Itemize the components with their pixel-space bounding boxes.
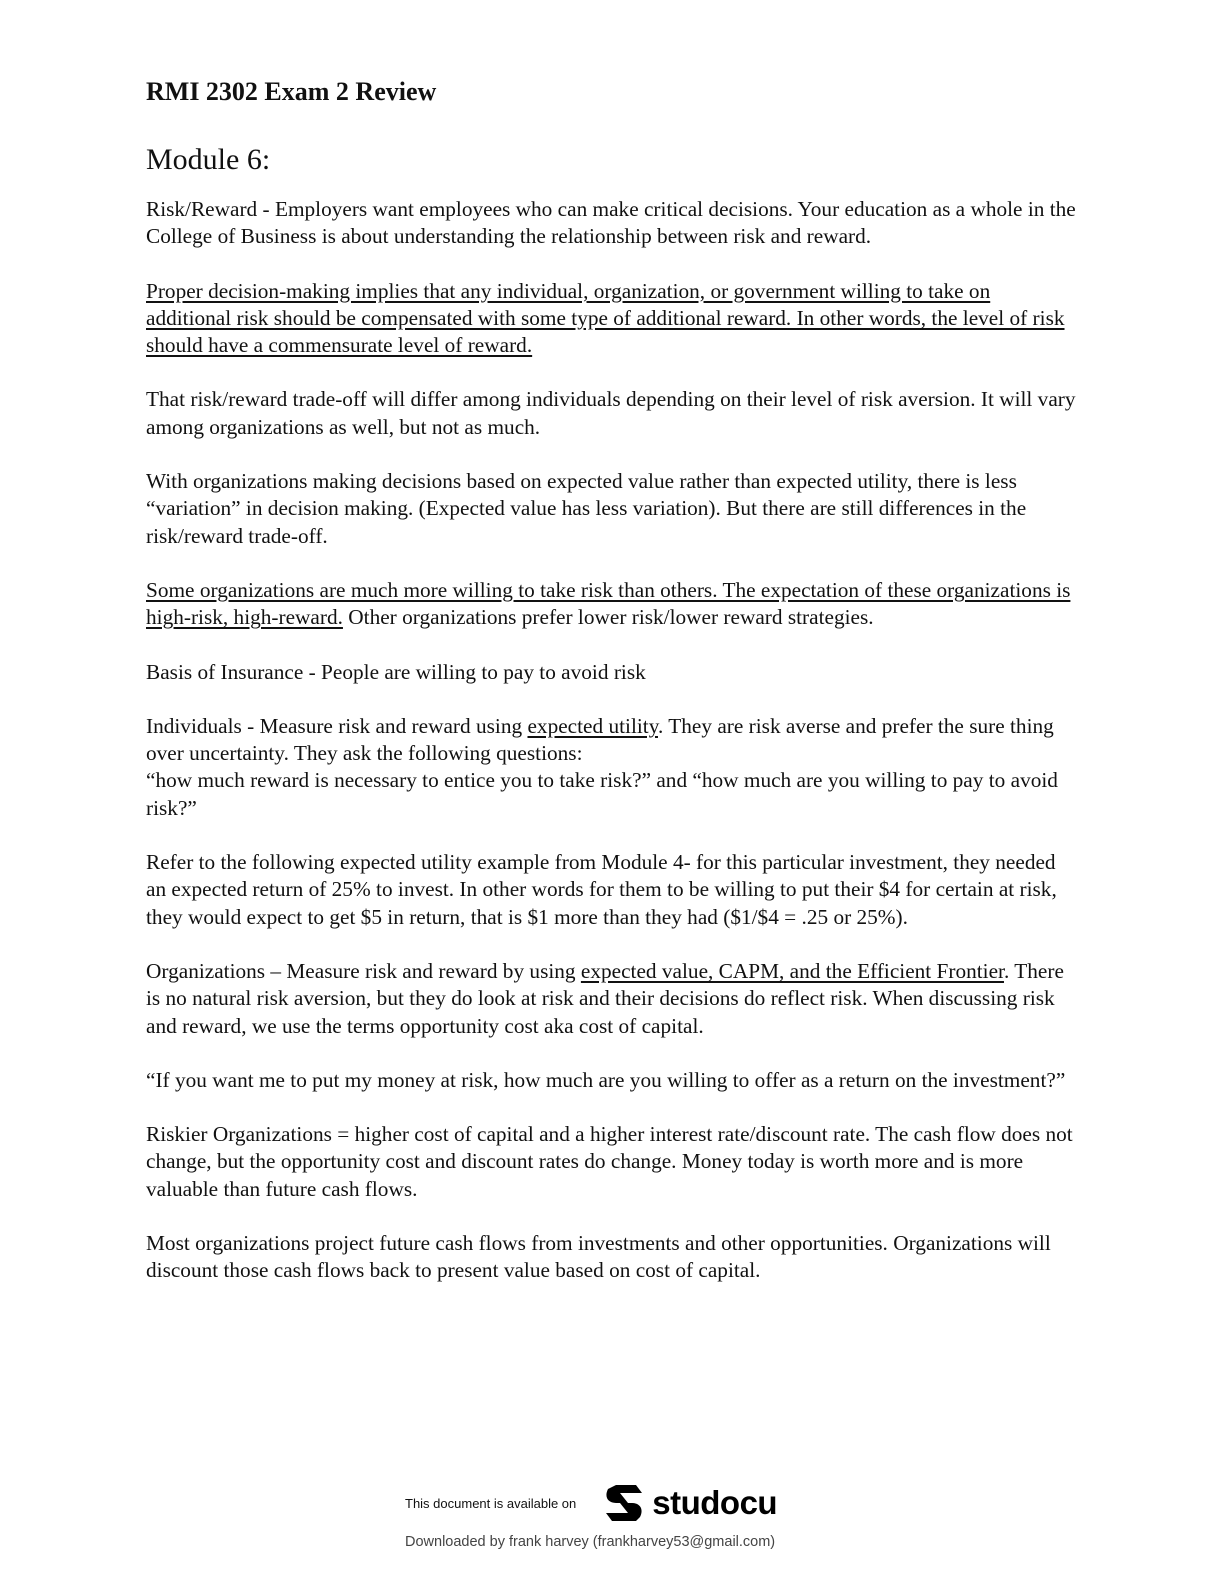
- paragraph: [146, 1121, 1076, 1203]
- paragraph: [146, 577, 1076, 632]
- paragraph: [146, 1230, 1076, 1285]
- document-body: [146, 196, 1076, 1285]
- paragraph-text: Riskier Organizations = higher cost of capital and a higher interest rate/discount rate. The cash flow does not change, but the opportunity cost and discount rates do change. Money today is worth more and is more valuable than future cash flows.: [146, 1122, 1073, 1201]
- underlined-text: expected utility: [527, 713, 658, 738]
- paragraph-text: Other organizations prefer lower risk/lower reward strategies.: [342, 605, 874, 630]
- paragraph-text: “how much reward is necessary to entice you to take risk?” and “how much are you willing to pay to avoid risk?”: [146, 768, 1058, 820]
- studocu-logo-icon: [602, 1483, 646, 1523]
- studocu-logo-text: studocu: [652, 1484, 778, 1521]
- paragraph-text: . They are risk averse and prefer the sure thing over uncertainty. They ask the following questions:: [146, 713, 1054, 766]
- paragraph-text: That risk/reward trade-off will differ among individuals depending on their level of risk aversion. It will vary among organizations as well, but not as much.: [146, 387, 1076, 439]
- module-heading: Module 6:: [146, 143, 271, 176]
- paragraph-text: With organizations making decisions based on expected value rather than expected utility, there is less “variation” in decision making. (Expected value has less variation). But there are still differences in the risk/reward trade-off.: [146, 469, 1027, 548]
- underlined-text: Proper decision-making implies that any individual, organization, or government willing to take on additional risk should be compensated with some type of additional reward. In other words, the level of risk should have a commensurate level of reward.: [146, 278, 1065, 358]
- underlined-text: Some organizations are much more willing to take risk than others. The expectation of these organizations is high-risk, high-reward.: [146, 577, 1071, 630]
- paragraph: [146, 849, 1076, 931]
- paragraph-text: Individuals - Measure risk and reward using: [146, 713, 528, 738]
- studocu-logo[interactable]: [602, 1483, 777, 1523]
- paragraph-text: Risk/Reward - Employers want employees who can make critical decisions. Your education as a whole in the College of Business is about understanding the relationship between risk and reward.: [146, 197, 1076, 249]
- paragraph-text: Basis of Insurance - People are willing to pay to avoid risk: [146, 659, 646, 684]
- paragraph-text: Refer to the following expected utility example from Module 4- for this particular investment, they needed an expected return of 25% to invest. In other words for them to be willing to put their $4 for certain at risk, they would expect to get $5 in return, that is $1 more than they had ($1/$4 = .25 or 25%).: [146, 850, 1057, 929]
- paragraph-text: . There is no natural risk aversion, but they do look at risk and their decisions do reflect risk. When discussing risk and reward, we use the terms opportunity cost aka cost of capital.: [146, 958, 1064, 1038]
- paragraph: [146, 468, 1076, 550]
- paragraph: [146, 196, 1076, 251]
- paragraph-text: “If you want me to put my money at risk, how much are you willing to offer as a return on the investment?”: [146, 1067, 1066, 1092]
- availability-row: [405, 1483, 777, 1523]
- paragraph: [146, 278, 1076, 360]
- paragraph: [146, 713, 1076, 822]
- paragraph: [146, 1067, 1076, 1094]
- paragraph: [146, 386, 1076, 441]
- paragraph-text: Most organizations project future cash flows from investments and other opportunities. Organizations will discount those cash flows back to present value based on cost of capital.: [146, 1231, 1051, 1283]
- paragraph: [146, 659, 1076, 686]
- paragraph: [146, 958, 1076, 1040]
- available-on-text: This document is available on: [405, 1495, 577, 1511]
- underlined-text: expected value, CAPM, and the Efficient Frontier: [580, 958, 1004, 983]
- document-title: RMI 2302 Exam 2 Review: [146, 77, 437, 106]
- downloaded-by-text: Downloaded by frank harvey (frankharvey53@gmail.com): [405, 1534, 776, 1550]
- document-page: [146, 72, 1076, 1312]
- paragraph-text: Organizations – Measure risk and reward by using: [146, 958, 581, 983]
